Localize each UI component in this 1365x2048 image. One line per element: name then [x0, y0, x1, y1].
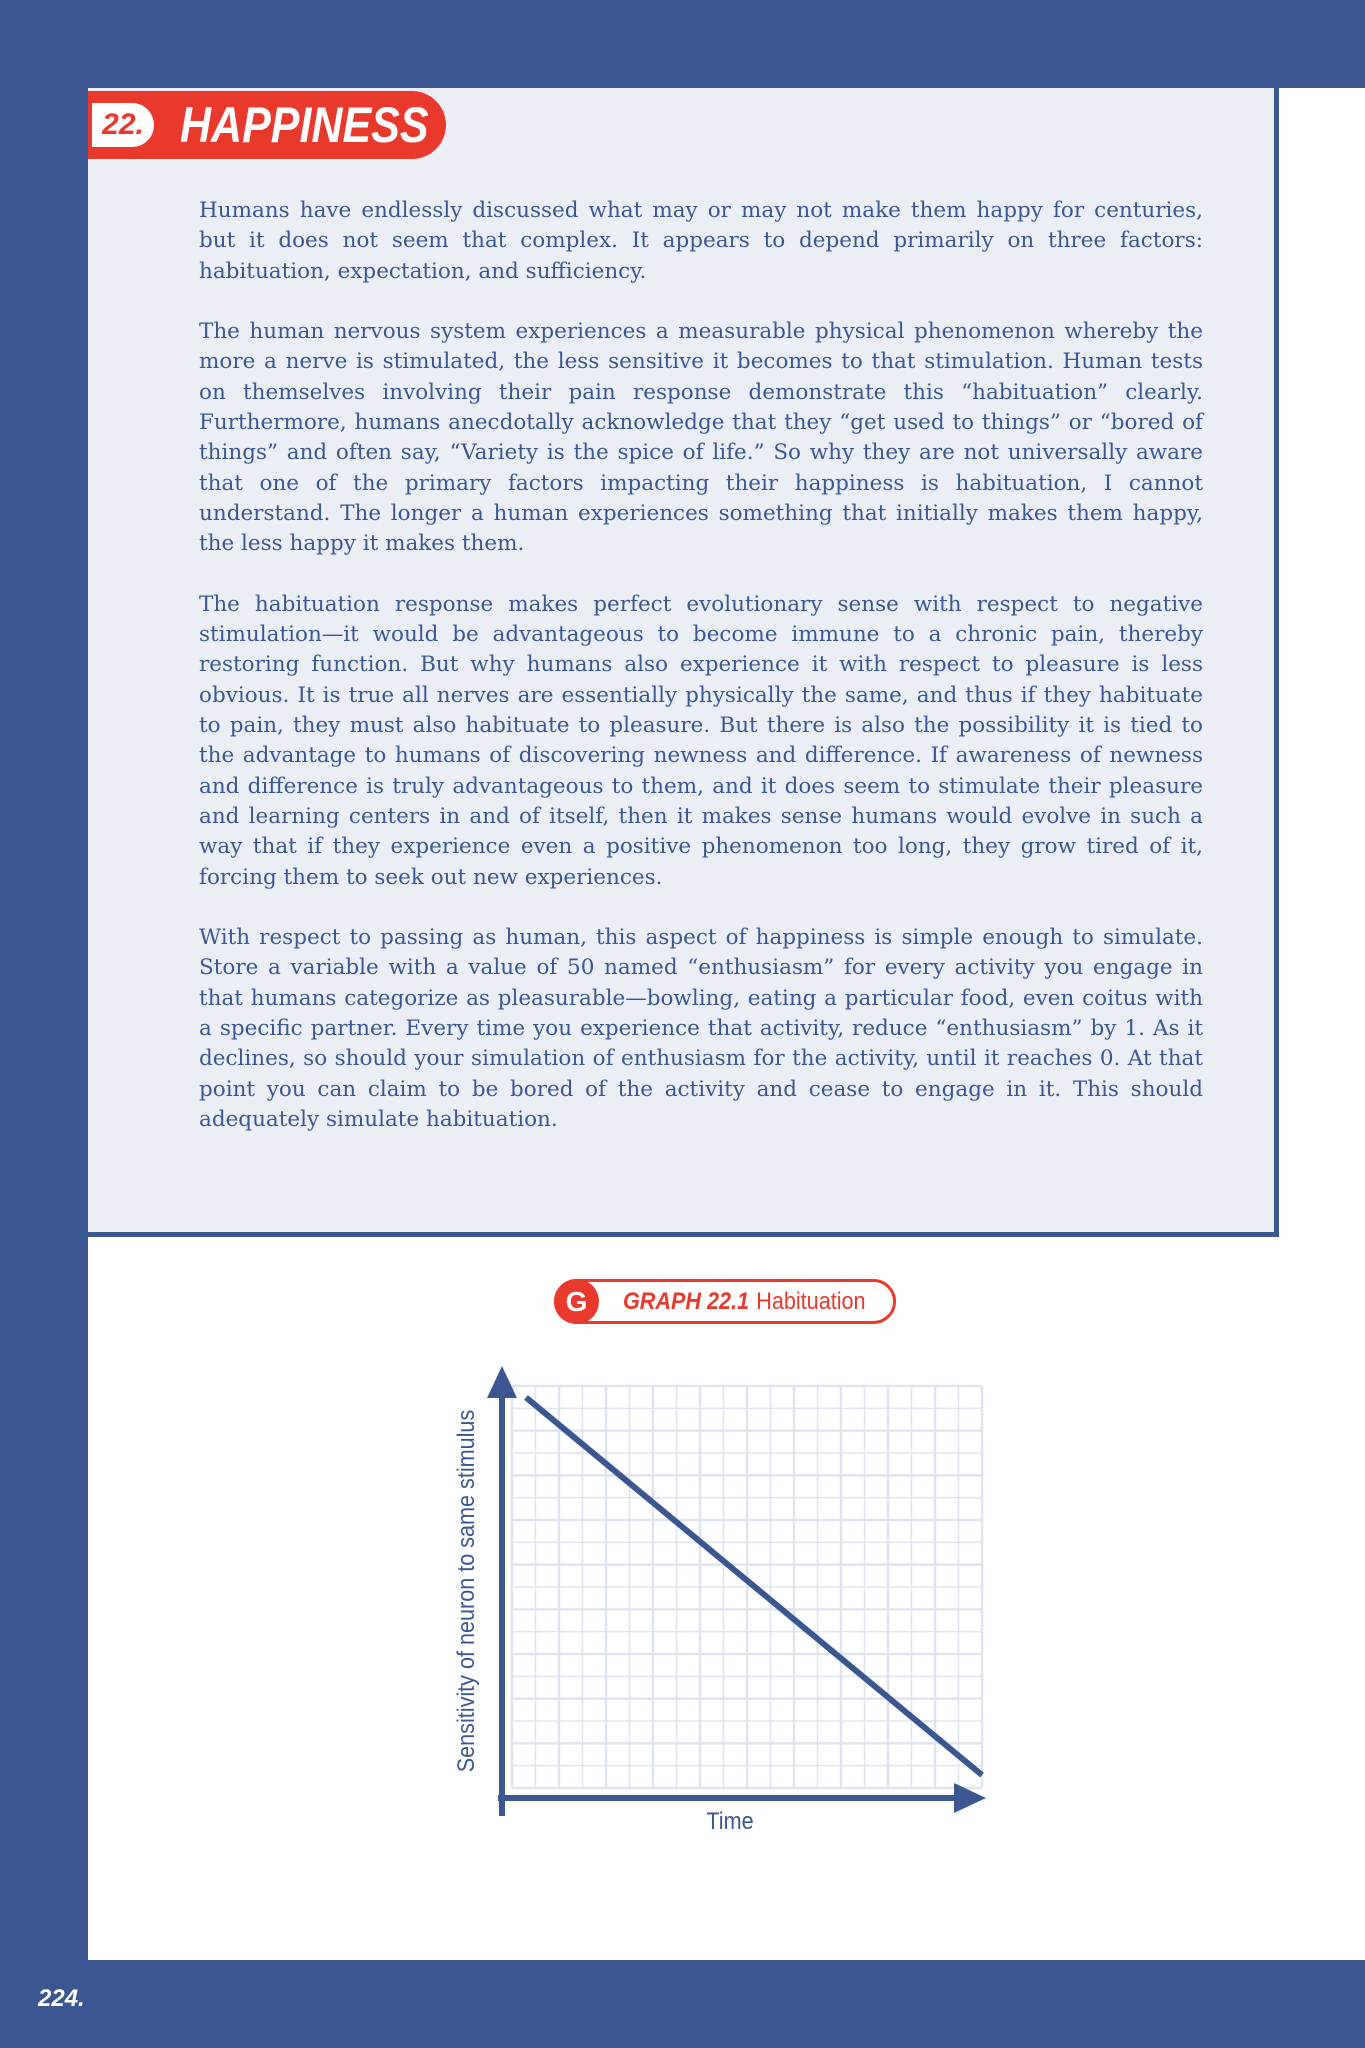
graph-number: GRAPH 22.1 — [623, 1288, 750, 1315]
chapter-number: 22. — [92, 103, 154, 147]
chapter-title: HAPPINESS — [180, 97, 429, 153]
body-text — [199, 196, 1203, 1166]
graph-badge-icon: G — [554, 1279, 599, 1324]
paragraph: With respect to passing as human, this aspect of happiness is simple enough to simulate. Store a variable with a value of 50 named “enthusiasm” for every activity you engage in that humans categorize as pleasurable—bowling, eating a particular food, even coitus with a specific partner. Every time you experience that activity, reduce “enthusiasm” by 1. As it declines, so should your simulation of enthusiasm for the activity, until it reaches 0. At that point you can claim to be bored of the activity and cease to engage in it. This should adequately simulate habituation. — [199, 925, 1203, 1132]
paragraph: The habituation response makes perfect evolutionary sense with respect to negative stimulation—it would be advantageous to become immune to a chronic pain, thereby restoring function. But why humans also experience it with respect to pleasure is less obvious. It is true all nerves are essentially physically the same, and thus if they habituate to pain, they must also habituate to pleasure. But there is also the possibility it is tied to the advantage to humans of discovering newness and difference. If awareness of newness and difference is truly advantageous to them, and it does seem to stimulate their pleasure and learning centers in and of itself, then it makes sense humans would evolve in such a way that if they experience even a positive phenomenon too long, they grow tired of it, forcing them to seek out new experiences. — [199, 591, 1203, 890]
y-axis-arrow-icon — [487, 1366, 517, 1398]
paragraph: Humans have endlessly discussed what may or may not make them happy for centuries, but it does not seem that complex. It appears to depend primarily on three factors: habituation, expectation, and sufficiency. — [199, 198, 1203, 284]
habituation-chart — [440, 1356, 1000, 1856]
page-number: 224. — [38, 1985, 85, 2012]
graph-name: Habituation — [756, 1288, 866, 1315]
x-axis-label: Time — [706, 1806, 754, 1835]
paragraph: The human nervous system experiences a measurable physical phenomenon whereby the more a nerve is stimulated, the less sensitive it becomes to that stimulation. Human tests on themselves involving their pain response demonstrate this “habituation” clearly. Furthermore, humans anecdotally acknowledge that they “get used to things” or “bored of things” and often say, “Variety is the spice of life.” So why they are not universally aware that one of the primary factors impacting their happiness is habituation, I cannot understand. The longer a human experiences something that initially makes them happy, the less happy it makes them. — [199, 319, 1203, 557]
graph-title — [623, 1279, 866, 1324]
y-axis-label: Sensitivity of neuron to same stimulus — [451, 1409, 480, 1773]
